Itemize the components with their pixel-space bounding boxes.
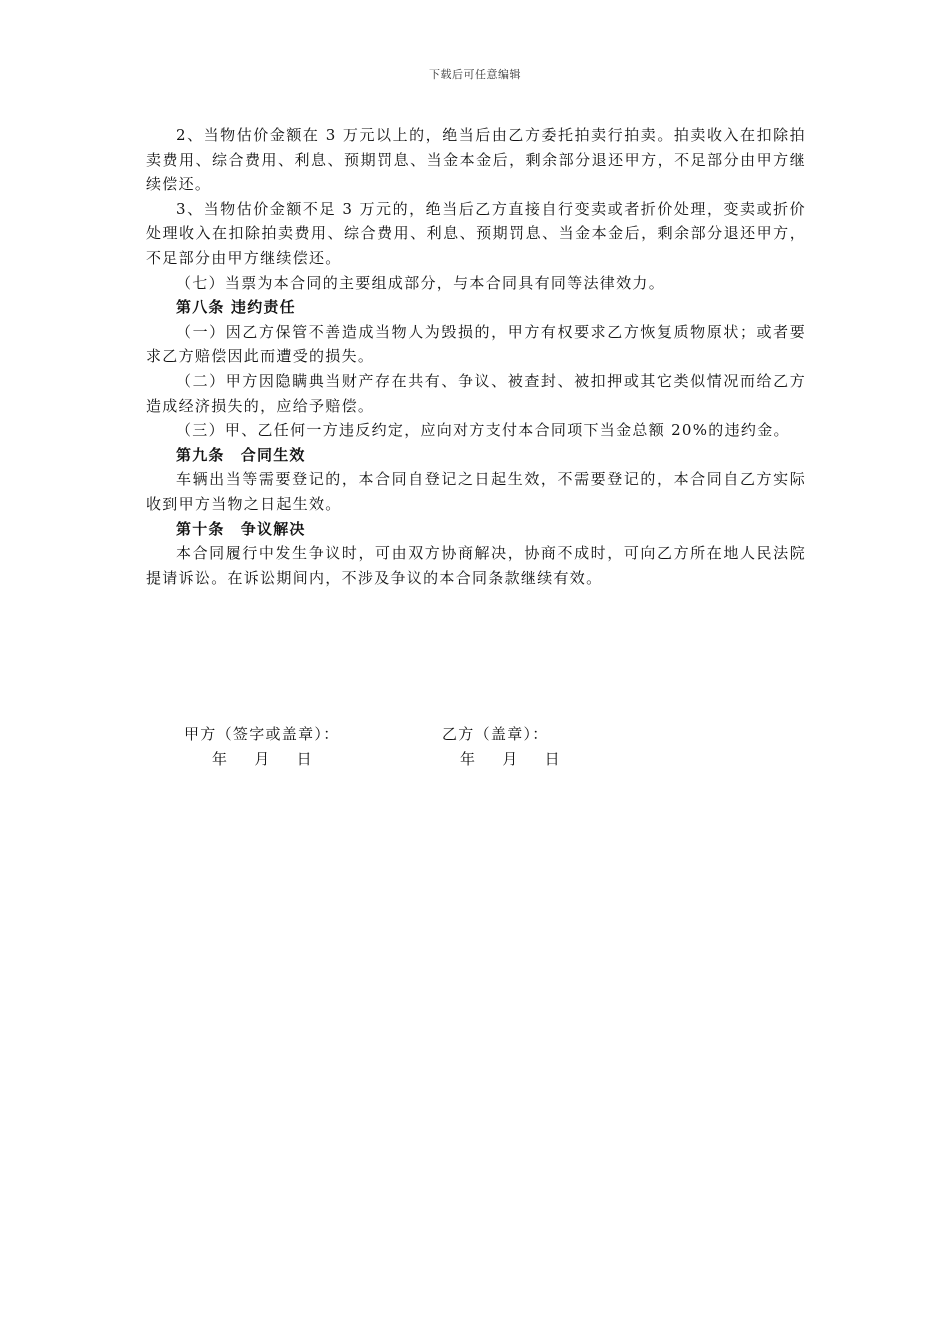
date-month-label: 月 [254,750,271,768]
signature-dates-row [184,747,642,772]
article-heading-10: 第十条 争议解决 [176,519,306,538]
date-day-label: 日 [296,750,313,768]
date-day-label: 日 [544,750,561,768]
signature-labels-row [184,722,642,747]
clause-paragraph: 2、当物估价金额在 3 万元以上的，绝当后由乙方委托拍卖行拍卖。拍卖收入在扣除拍卖费用、综合费用、利息、预期罚息、当金本金后，剩余部分退还甲方，不足部分由甲方继续偿还。 [146,126,806,194]
page-header: 下载后可任意编辑 [429,68,521,81]
date-month-label: 月 [502,750,519,768]
clause-paragraph: 本合同履行中发生争议时，可由双方协商解决，协商不成时，可向乙方所在地人民法院提请诉讼。在诉讼期间内，不涉及争议的本合同条款继续有效。 [146,544,806,587]
clause-paragraph: 3、当物估价金额不足 3 万元的，绝当后乙方直接自行变卖或者折价处理，变卖或折价处理收入在扣除拍卖费用、综合费用、利息、预期罚息、当金本金后，剩余部分退还甲方，不足部分由甲方继续偿还。 [146,199,806,267]
contract-body [146,123,806,590]
article-heading-9: 第九条 合同生效 [176,445,306,464]
signature-block [184,722,642,772]
party-a-date [184,747,442,772]
clause-paragraph: （三）甲、乙任何一方违反约定，应向对方支付本合同项下当金总额 20%的违约金。 [176,421,790,440]
date-year-label: 年 [212,750,229,768]
clause-paragraph: （二）甲方因隐瞒典当财产存在共有、争议、被查封、被扣押或其它类似情况而给乙方造成经济损失的，应给予赔偿。 [146,371,806,415]
party-a-signature-label: 甲方（签字或盖章）： [184,725,340,743]
date-year-label: 年 [460,750,477,768]
party-b-signature-label: 乙方（盖章）： [442,725,549,743]
article-heading-8: 第八条 违约责任 [176,298,296,317]
party-b-date [442,747,561,772]
clause-paragraph: （七）当票为本合同的主要组成部分，与本合同具有同等法律效力。 [176,273,666,292]
clause-paragraph: （一）因乙方保管不善造成当物人为毁损的，甲方有权要求乙方恢复质物原状；或者要求乙方赔偿因此而遭受的损失。 [146,322,806,366]
clause-paragraph: 车辆出当等需要登记的，本合同自登记之日起生效，不需要登记的，本合同自乙方实际收到甲方当物之日起生效。 [146,470,806,513]
